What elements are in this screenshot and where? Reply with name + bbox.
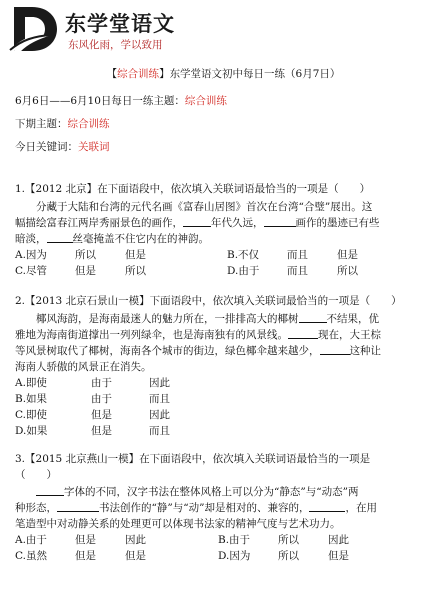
option-letter: A.由于 [15, 534, 47, 546]
option-word: 所以 [278, 550, 299, 562]
option-letter: B.如果 [15, 393, 48, 405]
q3-paragraph-line-2 [15, 500, 377, 515]
q2-paragraph-line-1 [36, 311, 379, 326]
option-letter: D.因为 [218, 550, 251, 562]
option-word: 但是 [125, 550, 146, 562]
q2-paragraph-line-2 [15, 327, 381, 342]
option-word: 所以 [125, 265, 146, 277]
title-tag: 综合训练 [117, 68, 160, 80]
q3-text-segment: 书法创作的“静”与“动”却是相对的、兼容的， [99, 502, 310, 514]
option-word: 所以 [337, 265, 358, 277]
option-word: 但是 [91, 409, 112, 421]
keyword-value: 关联词 [78, 141, 110, 153]
page-title [0, 66, 447, 81]
option-word: 但是 [125, 249, 146, 261]
option-word: 但是 [337, 249, 358, 261]
q3-option-c[interactable] [15, 548, 146, 563]
option-letter: C.尽管 [15, 265, 47, 277]
q2-text-segment: 椰风海韵，是海南最迷人的魅力所在，一排排高大的椰树 [36, 313, 299, 325]
q2-text-segment: 不结果，优 [326, 313, 379, 325]
q2-option-c[interactable] [15, 407, 170, 422]
q1-text-segment: 丝毫掩盖不住它内在的神韵。 [72, 233, 209, 245]
option-word: 由于 [91, 377, 112, 389]
next-theme-label: 下期主题： [15, 118, 68, 130]
option-word: 因此 [149, 377, 170, 389]
week-theme-label: 6月6日——6月10日每日一练主题： [15, 95, 185, 107]
brand-logo [8, 4, 238, 56]
q3-option-a[interactable] [15, 532, 146, 547]
q3-paragraph-line-1 [36, 484, 358, 499]
next-theme-value: 综合训练 [67, 118, 110, 130]
option-letter: A.即使 [15, 377, 47, 389]
q2-text-segment: 等风景树取代了椰树，海南各个城市的街边，绿色椰伞越来越少， [15, 345, 320, 357]
q2-paragraph-line-4: 海南人骄傲的风景正在消失。 [15, 361, 152, 373]
q2-paragraph-line-3 [15, 343, 381, 358]
q1-text-segment: 暗淡， [15, 233, 47, 245]
option-letter: C.虽然 [15, 550, 47, 562]
q3-option-d[interactable] [218, 548, 349, 563]
logo-subtitle: 东风化雨，学以致用 [68, 39, 163, 51]
q3-text-segment: 字体的不同，汉字书法在整体风格上可以分为“静态”与“动态”两 [64, 486, 359, 498]
q3-blank-2 [57, 502, 99, 512]
option-word: 因此 [328, 534, 349, 546]
option-word: 但是 [75, 265, 96, 277]
option-word: 但是 [75, 534, 96, 546]
title-bracket-close: 】 [159, 68, 170, 80]
q1-option-d[interactable] [227, 263, 358, 278]
q1-blank-2 [264, 217, 296, 227]
q1-paragraph-line-1: 分藏于大陆和台湾的元代名画《富春山居图》首次在台湾“合璧”展出。这 [36, 201, 373, 213]
q1-paragraph-line-2 [15, 215, 380, 230]
q3-text-segment: 种形态， [15, 502, 57, 514]
q2-option-a[interactable] [15, 375, 170, 390]
logo-mark-icon [8, 4, 60, 54]
q3-blank-3 [309, 502, 345, 512]
week-theme-line [15, 93, 227, 108]
q1-option-a[interactable] [15, 247, 146, 262]
q1-paragraph-line-3 [15, 231, 209, 246]
option-word: 但是 [91, 425, 112, 437]
option-word: 但是 [328, 550, 349, 562]
q2-blank-2 [288, 329, 318, 339]
option-word: 而且 [149, 425, 170, 437]
next-theme-line [15, 116, 110, 131]
q2-option-b[interactable] [15, 391, 170, 406]
q1-text-segment: 幅描绘富春江两岸秀丽景色的画作， [15, 217, 183, 229]
q2-text-segment: 现在，大王棕 [318, 329, 381, 341]
option-word: 但是 [75, 550, 96, 562]
q2-blank-3 [320, 345, 350, 355]
option-letter: D.如果 [15, 425, 48, 437]
q3-paragraph-line-3: 笔造型中对动静关系的处理更可以体现书法家的精神气度与艺术功力。 [15, 518, 341, 530]
title-text: 东学堂语文初中每日一练（6月7日） [169, 68, 341, 80]
option-word: 因此 [149, 409, 170, 421]
q1-text-segment: 年代久远， [211, 217, 264, 229]
q3-stem-line-2: （ ） [15, 469, 57, 481]
option-word: 所以 [75, 249, 96, 261]
q1-blank-3 [47, 233, 73, 243]
option-word: 而且 [149, 393, 170, 405]
week-theme-value: 综合训练 [184, 95, 227, 107]
q2-text-segment: 雅地为海南街道撑出一列列绿伞，也是海南独有的风景线。 [15, 329, 288, 341]
q2-text-segment: 这种让 [349, 345, 381, 357]
q2-blank-1 [299, 313, 327, 323]
option-letter: B.由于 [218, 534, 251, 546]
q2-stem: 2.【2013 北京石景山一模】下面语段中，依次填入关联词最恰当的一项是（ ） [15, 295, 402, 307]
option-letter: C.即使 [15, 409, 47, 421]
q1-option-b[interactable] [227, 247, 358, 262]
q3-option-b[interactable] [218, 532, 349, 547]
option-word: 因此 [125, 534, 146, 546]
title-bracket-open: 【 [106, 68, 118, 80]
option-word: 所以 [278, 534, 299, 546]
q3-stem-line-1: 3.【2015 北京燕山一模】在下面语段中，依次填入关联词语最恰当的一项是 [15, 453, 371, 465]
option-word: 而且 [287, 265, 308, 277]
option-letter: A.因为 [15, 249, 47, 261]
option-letter: B.不仅 [227, 249, 260, 261]
q1-stem: 1.【2012 北京】在下面语段中，依次填入关联词语最恰当的一项是（ ） [15, 183, 371, 195]
option-letter: D.由于 [227, 265, 260, 277]
option-word: 而且 [287, 249, 308, 261]
q3-text-segment: ，在用 [345, 502, 377, 514]
q1-text-segment: 画作的墨迹已有些 [295, 217, 380, 229]
q1-option-c[interactable] [15, 263, 146, 278]
q1-blank-1 [183, 217, 211, 227]
logo-title: 东学堂语文 [65, 12, 175, 36]
keyword-label: 今日关键词： [15, 141, 78, 153]
option-word: 由于 [91, 393, 112, 405]
q3-blank-1 [36, 486, 64, 496]
keyword-line [15, 139, 110, 154]
q2-option-d[interactable] [15, 423, 170, 438]
